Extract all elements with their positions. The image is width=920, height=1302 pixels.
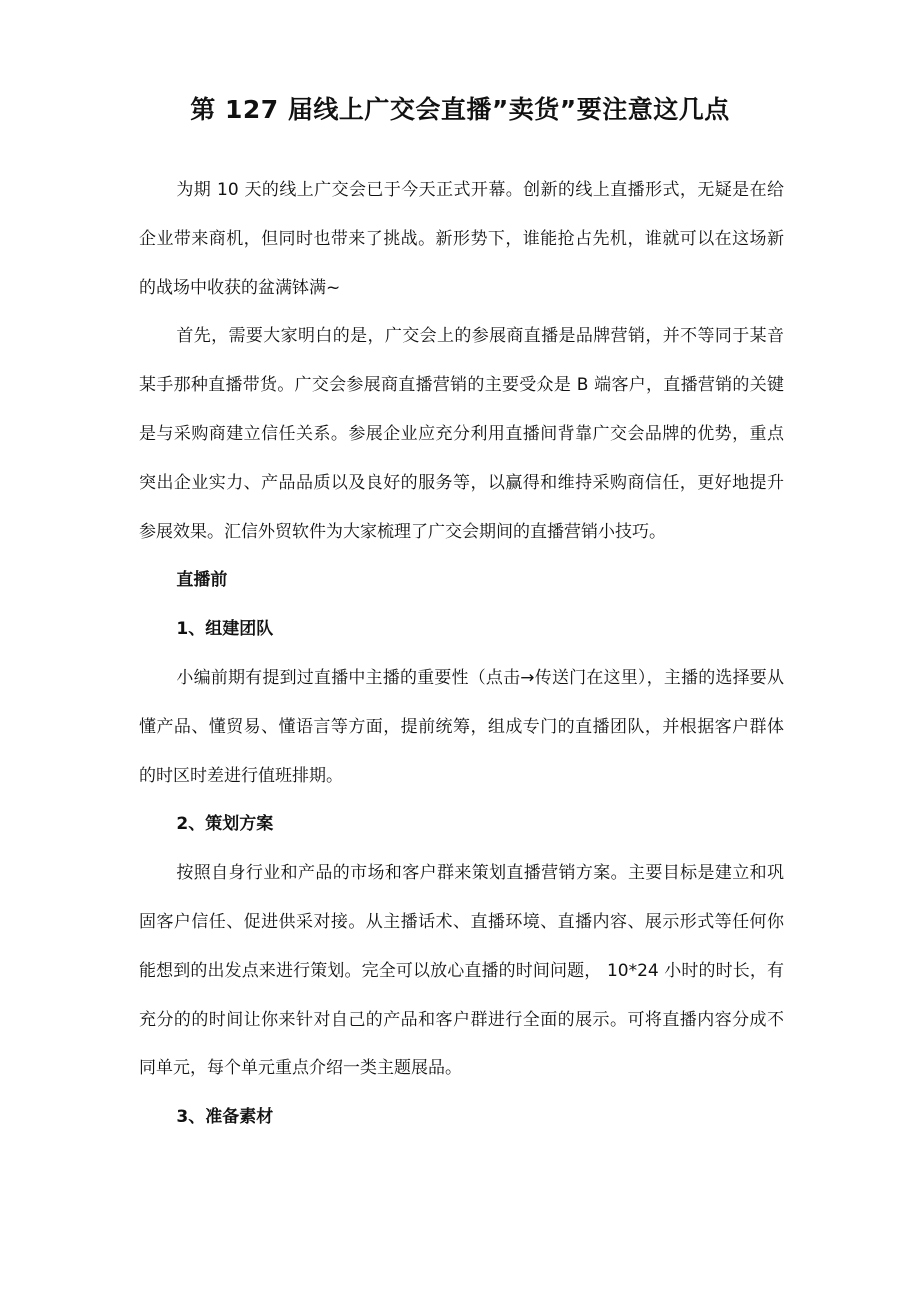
item-heading-materials: 3、准备素材 xyxy=(176,1107,274,1128)
item-paragraph-team: 小编前期有提到过直播中主播的重要性（点击→传送门在这里），主播的选择要从懂产品、懂贸易、懂语言等方面，提前统筹，组成专门的直播团队，并根据客户群体的时区时差进行值班排期。 xyxy=(139,667,784,786)
intro-paragraph-2: 首先，需要大家明白的是，广交会上的参展商直播是品牌营销，并不等同于某音某手那种直播带货。广交会参展商直播营销的主要受众是 B 端客户，直播营销的关键是与采购商建立信任关系。参展企业应充分利用直播间背靠广交会品牌的优势，重点突出企业实力、产品品质以及良好的服务等，以赢得和维持采购商信任，更好地提升参展效果。汇信外贸软件为大家梳理了广交会期间的直播营销小技巧。 xyxy=(139,326,784,542)
document-body xyxy=(139,166,784,1142)
item-heading-plan: 2、策划方案 xyxy=(176,814,274,835)
intro-paragraph-1: 为期 10 天的线上广交会已于今天正式开幕。创新的线上直播形式，无疑是在给企业带来商机，但同时也带来了挑战。新形势下，谁能抢占先机，谁就可以在这场新的战场中收获的盆满钵满~ xyxy=(139,180,784,298)
document-title: 第 127 届线上广交会直播”卖货”要注意这几点 xyxy=(190,95,730,124)
item-heading-team: 1、组建团队 xyxy=(176,619,274,640)
section-heading-before-live: 直播前 xyxy=(176,570,228,591)
item-paragraph-plan: 按照自身行业和产品的市场和客户群来策划直播营销方案。主要目标是建立和巩固客户信任、促进供采对接。从主播话术、直播环境、直播内容、展示形式等任何你能想到的出发点来进行策划。完全可以放心直播的时间问题， 10*24 小时的时长，有充分的的时间让你来针对自己的产品和客户群进行全面的展示。可将直播内容分成不同单元，每个单元重点介绍一类主题展品。 xyxy=(139,863,784,1079)
